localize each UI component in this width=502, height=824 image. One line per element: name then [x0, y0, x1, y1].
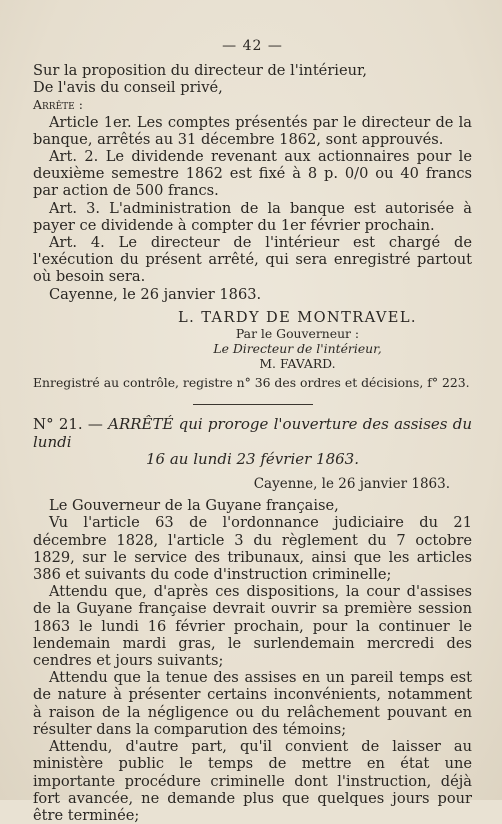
decree-title-1: ARRÊTÉ qui proroge l'ouverture des assises du lundi — [33, 414, 472, 451]
decree-date: Cayenne, le 26 janvier 1863. — [253, 476, 450, 493]
arrete-label: Arrête : — [33, 97, 83, 113]
place-date: Cayenne, le 26 janvier 1863. — [49, 285, 262, 303]
directeur-name: M. FAVARD. — [259, 355, 336, 371]
decree-heading — [33, 415, 472, 451]
considerant-3: Attendu que la tenue des assises en un pareil temps est de nature à présenter certains inconvénients, notamment à raison de la négligence ou du relâchement pouvant en résulter dans la comparution des témoins; — [33, 669, 472, 738]
decree-title-2: 16 au lundi 23 février 1863. — [146, 449, 359, 468]
page-number: — 42 — — [222, 38, 283, 54]
governor-intro: Le Gouverneur de la Guyane française, — [49, 497, 339, 515]
article-1: Article 1er. Les comptes présentés par le directeur de la banque, arrêtés au 31 décembre 1862, sont approuvés. — [33, 113, 472, 148]
par-le-gouverneur: Par le Gouverneur : — [235, 325, 360, 341]
registration-note: Enregistré au contrôle, registre n° 36 des ordres et décisions, f° 223. — [33, 374, 470, 390]
considerant-2: Attendu que, d'après ces dispositions, la cour d'assises de la Guyane française devrait ouvrir sa première session 1863 le lundi 16 février prochain, pour la continuer le lendemain mardi gras, le surlendemain mercredi des cendres et jours suivants; — [33, 583, 472, 670]
article-3: Art. 3. L'administration de la banque est autorisée à payer ce dividende à compter du 1er février prochain. — [33, 199, 472, 234]
decree-number: N° 21. — — [33, 414, 103, 433]
considerant-1: Vu l'article 63 de l'ordonnance judiciaire du 21 décembre 1828, l'article 3 du règlement du 7 octobre 1829, sur le service des tribunaux, ainsi que les articles 386 et suivants du code d'instruction criminelle; — [33, 514, 472, 584]
signatory-name: L. TARDY DE MONTRAVEL. — [178, 308, 417, 326]
article-4: Art. 4. Le directeur de l'intérieur est chargé de l'exécution du présent arrêté, qui sera enregistré partout où besoin sera. — [33, 234, 472, 286]
preamble-line-1: Sur la proposition du directeur de l'intérieur, — [33, 62, 368, 79]
article-2: Art. 2. Le dividende revenant aux actionnaires pour le deuxième semestre 1862 est fixé à 8 p. 0/0 ou 40 francs par action de 500 francs. — [33, 148, 472, 200]
section-divider — [193, 404, 313, 405]
directeur-title: Le Directeur de l'intérieur, — [213, 340, 382, 356]
preamble-line-2: De l'avis du conseil privé, — [33, 79, 223, 97]
considerant-4: Attendu, d'autre part, qu'il convient de laisser au ministère public le temps de mettre en état une importante procédure criminelle dont l'instruction, déjà fort avancée, ne demande plus que quelques jours pour être terminée; — [33, 738, 472, 824]
